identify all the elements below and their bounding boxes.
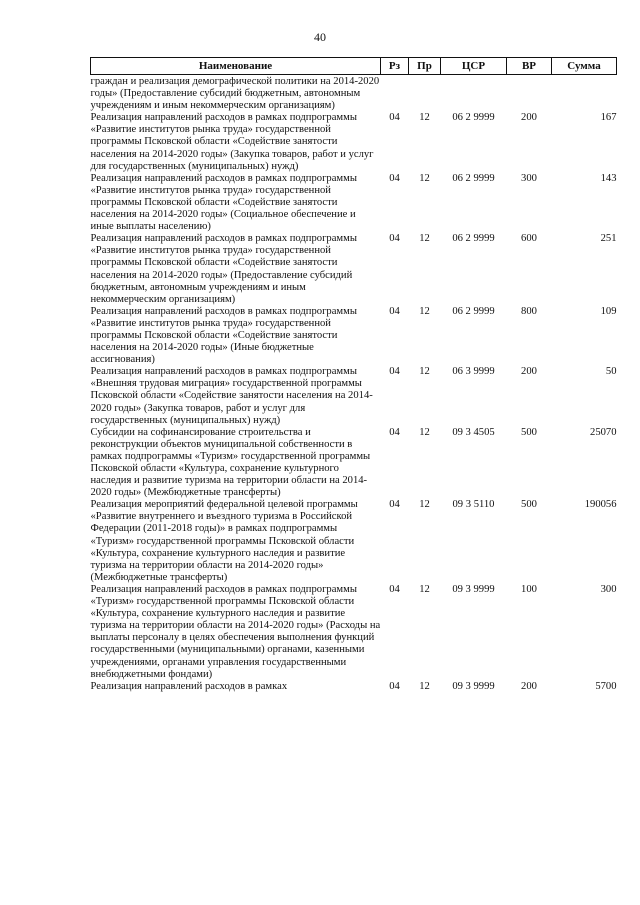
row-rz: 04 <box>389 583 400 595</box>
row-sum: 50 <box>605 366 617 378</box>
row-pr: 12 <box>419 112 430 124</box>
table-header-row <box>91 58 617 75</box>
row-vr: 500 <box>521 499 537 511</box>
row-rz <box>381 75 409 113</box>
row-csr: 06 2 9999 <box>452 172 495 184</box>
row-name: Реализация направлений расходов в рамках подпрограммы «Развитие институтов рынка труда» государственной программы Псковской области «Содействие занятости населения на 2014-2020 годы» (Иные бюджетные ассигнования) <box>90 305 357 366</box>
header-pr: Пр <box>409 58 441 75</box>
row-pr: 12 <box>419 583 430 595</box>
table-row <box>91 306 617 366</box>
row-name: Реализация направлений расходов в рамках подпрограммы «Внешняя трудовая миграция» государственной программы Псковской области «Содействие занятости населения на 2014-2020 годы» (Закупка товаров, работ и услуг для государственных (муниципальных) нужд) <box>90 366 373 426</box>
row-sum <box>552 75 617 113</box>
header-sum: Сумма <box>552 58 617 75</box>
row-vr: 600 <box>521 233 537 245</box>
row-name: Реализация направлений расходов в рамках подпрограммы «Развитие институтов рынка труда» государственной программы Псковской области «Содействие занятости населения на 2014-2020 годы» (Предоставление субсидий бюджетным, автономным учреждениям и иным некоммерческим организациям) <box>90 233 357 305</box>
row-sum: 109 <box>600 305 617 317</box>
row-sum: 167 <box>600 112 617 124</box>
row-csr: 09 3 4505 <box>452 426 495 438</box>
row-vr: 200 <box>521 112 537 124</box>
row-pr <box>409 75 441 113</box>
row-rz: 04 <box>389 499 400 511</box>
row-csr: 09 3 5110 <box>452 499 495 511</box>
row-vr: 300 <box>521 172 537 184</box>
row-vr: 100 <box>521 583 537 595</box>
table-row <box>91 366 617 426</box>
row-name: Реализация направлений расходов в рамках подпрограммы «Туризм» государственной программы Псковской области «Культура, сохранение культурного наследия и развитие туризма на территории области на 2014-2020 годы» (Расходы на выплаты персоналу в целях обеспечения выполнения функций государственными (муниципальными) органами, казенными учреждениями, органами управления государственными внебюджетными фондами) <box>90 583 381 680</box>
table-row <box>91 173 617 233</box>
table-row <box>91 112 617 172</box>
row-pr: 12 <box>419 426 430 438</box>
row-vr <box>507 75 552 113</box>
row-sum: 190056 <box>584 499 617 511</box>
row-sum: 300 <box>600 583 617 595</box>
row-rz: 04 <box>389 233 400 245</box>
row-sum: 5700 <box>595 680 617 692</box>
table-row <box>91 233 617 306</box>
row-vr: 200 <box>521 680 537 692</box>
row-rz: 04 <box>389 172 400 184</box>
row-sum: 251 <box>600 233 617 245</box>
row-rz: 04 <box>389 305 400 317</box>
table-row <box>91 499 617 584</box>
row-rz: 04 <box>389 112 400 124</box>
row-rz: 04 <box>389 366 400 378</box>
header-rz: Рз <box>381 58 409 75</box>
row-sum: 25070 <box>590 426 617 438</box>
row-csr: 09 3 9999 <box>452 680 495 692</box>
row-name: Реализация мероприятий федеральной целевой программы «Развитие внутреннего и въездного туризма в Российской Федерации (2011-2018 годы)» в рамках подпрограммы «Туризм» государственной программы Псковской области «Культура, сохранение культурного наследия и развитие туризма на территории области на 2014-2020 годы» (Межбюджетные трансферты) <box>90 499 358 583</box>
table-row <box>91 75 617 113</box>
row-vr: 500 <box>521 426 537 438</box>
row-name: Реализация направлений расходов в рамках подпрограммы «Развитие институтов рынка труда» государственной программы Псковской области «Содействие занятости населения на 2014-2020 годы» (Закупка товаров, работ и услуг для государственных (муниципальных) нужд) <box>90 112 374 172</box>
row-name: Субсидии на софинансирование строительства и реконструкции объектов муниципальной собственности в рамках подпрограммы «Туризм» государственной программы Псковской области «Культура, сохранение культурного наследия и развитие туризма на территории области на 2014-2020 годы» (Межбюджетные трансферты) <box>90 426 371 499</box>
row-sum: 143 <box>600 172 617 184</box>
row-pr: 12 <box>419 499 430 511</box>
row-name: Реализация направлений расходов в рамках подпрограммы «Развитие институтов рынка труда» государственной программы Псковской области «Содействие занятости населения на 2014-2020 годы» (Социальное обеспечение и иные выплаты населению) <box>90 172 357 233</box>
table-row <box>91 681 617 693</box>
row-csr: 09 3 9999 <box>452 583 495 595</box>
row-csr: 06 2 9999 <box>452 305 495 317</box>
budget-table-container <box>90 57 616 693</box>
row-pr: 12 <box>419 305 430 317</box>
row-rz: 04 <box>389 680 400 692</box>
row-pr: 12 <box>419 172 430 184</box>
page-number: 40 <box>314 30 326 44</box>
table-row <box>91 427 617 500</box>
row-name: граждан и реализация демографической политики на 2014-2020 годы» (Предоставление субсидий бюджетным, автономным учреждениям и иным некоммерческим организациям) <box>90 76 380 112</box>
budget-table <box>90 57 617 693</box>
row-pr: 12 <box>419 680 430 692</box>
table-row <box>91 584 617 681</box>
row-pr: 12 <box>419 233 430 245</box>
row-csr: 06 2 9999 <box>452 233 495 245</box>
row-name: Реализация направлений расходов в рамках <box>90 680 288 692</box>
row-csr: 06 3 9999 <box>452 366 495 378</box>
row-csr: 06 2 9999 <box>452 112 495 124</box>
header-vr: ВР <box>507 58 552 75</box>
header-csr: ЦСР <box>441 58 507 75</box>
row-csr <box>441 75 507 113</box>
row-rz: 04 <box>389 426 400 438</box>
row-pr: 12 <box>419 366 430 378</box>
header-name: Наименование <box>91 58 381 75</box>
row-vr: 800 <box>521 305 537 317</box>
row-vr: 200 <box>521 366 537 378</box>
